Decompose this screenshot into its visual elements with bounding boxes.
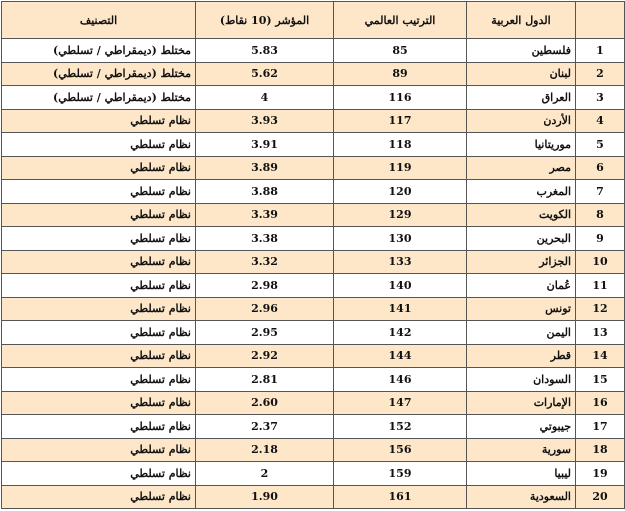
cell-country: السعودية: [467, 485, 576, 509]
table-row: [2, 250, 625, 274]
cell-index: 2.92: [196, 344, 334, 368]
cell-global-rank: 120: [334, 180, 467, 204]
cell-global-rank: 89: [334, 62, 467, 86]
table-row: [2, 274, 625, 298]
cell-index: 3.93: [196, 109, 334, 133]
cell-index: 3.88: [196, 180, 334, 204]
cell-classification: نظام تسلطي: [2, 438, 196, 462]
cell-country: ليبيا: [467, 462, 576, 486]
cell-index: 2: [196, 462, 334, 486]
cell-global-rank: 146: [334, 368, 467, 392]
cell-index: 3.32: [196, 250, 334, 274]
table-row: [2, 133, 625, 157]
cell-country: سورية: [467, 438, 576, 462]
table-row: [2, 438, 625, 462]
cell-global-rank: 118: [334, 133, 467, 157]
cell-country: العراق: [467, 86, 576, 110]
cell-index: 5.83: [196, 39, 334, 63]
cell-index: 2.81: [196, 368, 334, 392]
cell-country: جيبوتي: [467, 415, 576, 439]
cell-rank: 20: [576, 485, 625, 509]
cell-index: 2.18: [196, 438, 334, 462]
cell-classification: نظام تسلطي: [2, 250, 196, 274]
cell-classification: نظام تسلطي: [2, 203, 196, 227]
cell-classification: نظام تسلطي: [2, 391, 196, 415]
header-index: المؤشر (10 نقاط): [196, 2, 334, 39]
cell-classification: نظام تسلطي: [2, 368, 196, 392]
cell-classification: نظام تسلطي: [2, 297, 196, 321]
cell-index: 2.60: [196, 391, 334, 415]
cell-classification: مختلط (ديمقراطي / تسلطي): [2, 62, 196, 86]
cell-rank: 17: [576, 415, 625, 439]
cell-index: 3.39: [196, 203, 334, 227]
cell-classification: نظام تسلطي: [2, 133, 196, 157]
cell-index: 3.38: [196, 227, 334, 251]
table-row: [2, 462, 625, 486]
table-row: [2, 203, 625, 227]
cell-rank: 18: [576, 438, 625, 462]
cell-index: 4: [196, 86, 334, 110]
table-row: [2, 109, 625, 133]
cell-global-rank: 161: [334, 485, 467, 509]
cell-country: الأردن: [467, 109, 576, 133]
cell-country: فلسطين: [467, 39, 576, 63]
cell-classification: مختلط (ديمقراطي / تسلطي): [2, 86, 196, 110]
cell-index: 3.89: [196, 156, 334, 180]
header-classification: التصنيف: [2, 2, 196, 39]
cell-rank: 15: [576, 368, 625, 392]
cell-country: قطر: [467, 344, 576, 368]
header-country: الدول العربية: [467, 2, 576, 39]
cell-index: 1.90: [196, 485, 334, 509]
cell-country: تونس: [467, 297, 576, 321]
cell-country: المغرب: [467, 180, 576, 204]
cell-global-rank: 147: [334, 391, 467, 415]
cell-classification: نظام تسلطي: [2, 109, 196, 133]
cell-index: 2.95: [196, 321, 334, 345]
cell-classification: نظام تسلطي: [2, 180, 196, 204]
cell-rank: 1: [576, 39, 625, 63]
cell-rank: 3: [576, 86, 625, 110]
cell-global-rank: 142: [334, 321, 467, 345]
cell-classification: نظام تسلطي: [2, 156, 196, 180]
cell-classification: نظام تسلطي: [2, 462, 196, 486]
table-row: [2, 39, 625, 63]
cell-country: البحرين: [467, 227, 576, 251]
cell-rank: 13: [576, 321, 625, 345]
cell-classification: نظام تسلطي: [2, 274, 196, 298]
table-row: [2, 321, 625, 345]
cell-rank: 10: [576, 250, 625, 274]
cell-global-rank: 141: [334, 297, 467, 321]
cell-classification: نظام تسلطي: [2, 227, 196, 251]
cell-global-rank: 133: [334, 250, 467, 274]
cell-index: 5.62: [196, 62, 334, 86]
table-row: [2, 368, 625, 392]
table-row: [2, 391, 625, 415]
cell-index: 2.98: [196, 274, 334, 298]
cell-classification: نظام تسلطي: [2, 321, 196, 345]
cell-global-rank: 156: [334, 438, 467, 462]
table-row: [2, 227, 625, 251]
table-row: [2, 415, 625, 439]
cell-rank: 14: [576, 344, 625, 368]
cell-rank: 7: [576, 180, 625, 204]
cell-global-rank: 116: [334, 86, 467, 110]
cell-rank: 6: [576, 156, 625, 180]
cell-global-rank: 85: [334, 39, 467, 63]
cell-index: 3.91: [196, 133, 334, 157]
cell-global-rank: 159: [334, 462, 467, 486]
header-rank: [576, 2, 625, 39]
cell-rank: 9: [576, 227, 625, 251]
cell-global-rank: 144: [334, 344, 467, 368]
cell-global-rank: 119: [334, 156, 467, 180]
table-row: [2, 297, 625, 321]
cell-classification: نظام تسلطي: [2, 415, 196, 439]
cell-rank: 5: [576, 133, 625, 157]
cell-rank: 12: [576, 297, 625, 321]
cell-country: موريتانيا: [467, 133, 576, 157]
cell-country: عُمان: [467, 274, 576, 298]
cell-rank: 11: [576, 274, 625, 298]
cell-classification: نظام تسلطي: [2, 485, 196, 509]
table-row: [2, 62, 625, 86]
cell-rank: 8: [576, 203, 625, 227]
table-row: [2, 180, 625, 204]
table-row: [2, 86, 625, 110]
cell-country: الكويت: [467, 203, 576, 227]
cell-global-rank: 130: [334, 227, 467, 251]
cell-rank: 19: [576, 462, 625, 486]
cell-rank: 2: [576, 62, 625, 86]
table-row: [2, 156, 625, 180]
cell-rank: 16: [576, 391, 625, 415]
cell-index: 2.96: [196, 297, 334, 321]
democracy-index-table: [1, 1, 625, 509]
cell-classification: مختلط (ديمقراطي / تسلطي): [2, 39, 196, 63]
cell-rank: 4: [576, 109, 625, 133]
cell-classification: نظام تسلطي: [2, 344, 196, 368]
cell-country: مصر: [467, 156, 576, 180]
cell-country: الإمارات: [467, 391, 576, 415]
cell-index: 2.37: [196, 415, 334, 439]
table-row: [2, 344, 625, 368]
header-global-rank: الترتيب العالمي: [334, 2, 467, 39]
table-row: [2, 485, 625, 509]
cell-global-rank: 152: [334, 415, 467, 439]
cell-global-rank: 129: [334, 203, 467, 227]
cell-country: الجزائر: [467, 250, 576, 274]
header-row: [2, 2, 625, 39]
cell-country: السودان: [467, 368, 576, 392]
cell-country: لبنان: [467, 62, 576, 86]
cell-country: اليمن: [467, 321, 576, 345]
cell-global-rank: 140: [334, 274, 467, 298]
cell-global-rank: 117: [334, 109, 467, 133]
